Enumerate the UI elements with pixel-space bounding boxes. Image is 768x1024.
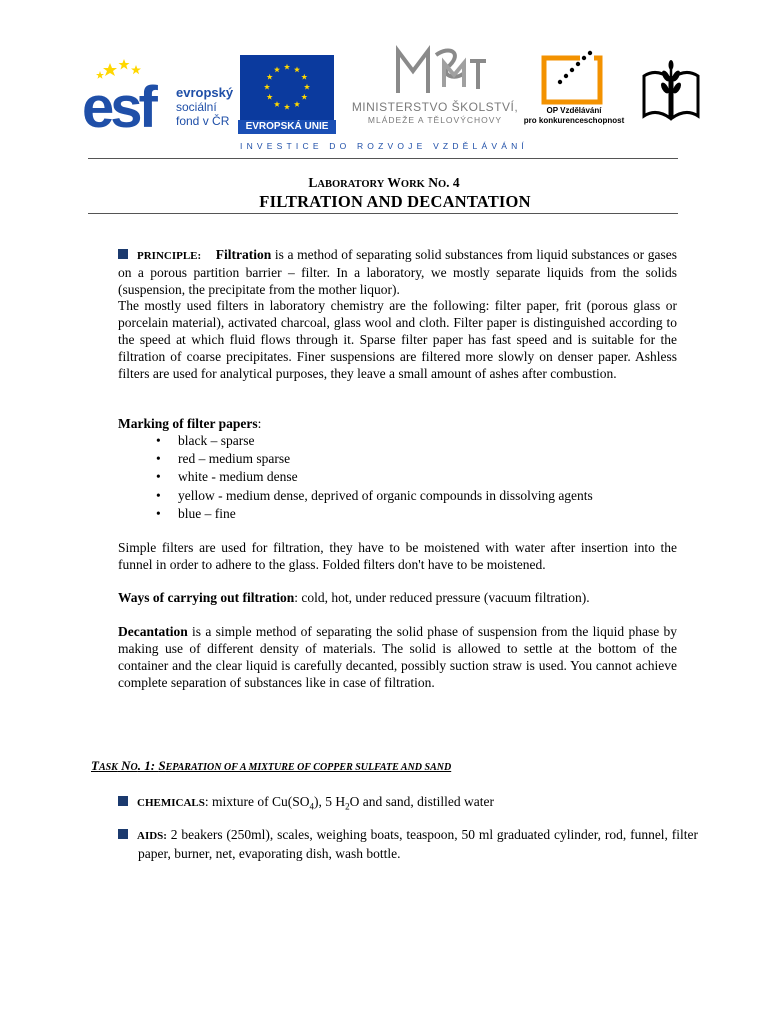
eu-caption: EVROPSKÁ UNIE [238,120,336,134]
esf-logo [80,55,240,133]
svg-text:evropský: evropský [176,85,234,100]
esf-mark-text: esf [82,75,154,133]
title-divider [88,213,678,214]
eu-star-icon [267,94,273,100]
investice-tagline: INVESTICE DO ROZVOJE VZDĚLÁVÁNÍ [240,141,528,151]
eu-star-icon [264,84,270,90]
lab-work-heading: LABORATORY WORK NO. 4 [308,175,460,190]
eu-star-icon [274,66,280,72]
svg-text:sociální: sociální [176,100,217,114]
chemicals-line: CHEMICALS: mixture of $Cu(SO_4)$, 5 $H_2O$ and sand, distilled water [118,793,678,816]
principle-text: is a method of separating solid substances from liquid substances or gases on a porous partition barrier – filter. In a laboratory, we mostly separate liquids from the solids (suspension, the precipitate from the mother liquor). [118,247,677,297]
square-bullet-icon [118,249,128,259]
aids-tag: AIDS: [137,830,167,842]
principle-tag: PRINCIPLE: [137,250,202,262]
svg-text:OP Vzdělávání: OP Vzdělávání [546,106,602,115]
eu-star-icon [267,74,273,80]
decantation-paragraph: Decantation is a simple method of separating the solid phase of suspension from the liquid phase by making use of different density of materials. The solid is allowed to settle at the bottom of the container and the clear liquid is carefully decanted, possibly suction straw is used. You cannot achieve complete separation of substances like in case of filtration. [118,624,677,690]
ways-paragraph: Ways of carrying out filtration: cold, hot, under reduced pressure (vacuum filtration). [118,590,590,605]
eu-star-icon [304,84,310,90]
square-bullet-icon [118,796,128,806]
book-wheat-logo [640,60,702,124]
list-item: • black – sparse [152,432,692,450]
op-vzdelavani-logo [520,50,630,130]
eu-star-icon [301,94,307,100]
eu-star-icon [301,74,307,80]
filters-paragraph: The mostly used filters in laboratory chemistry are the following: filter paper, frit (porous glass or porcelain material), activated charcoal, glass wool and cloth. Filter paper is distinguished according to the speed at which fluid flows through it. Sparse filter paper has fast speed and is suitable for the filtration of coarse precipitates. Finer suspensions are filtered more slowly on denser paper. Ashless filters are used for analytical purposes, they leave a small amount of ashes after combustion. [118,298,677,381]
list-item: • yellow - medium dense, deprived of organic compounds in dissolving agents [152,487,692,505]
eu-star-icon [284,64,290,70]
eu-flag-logo [240,55,334,120]
svg-text:fond v ČR: fond v ČR [176,114,230,128]
filtration-keyword: Filtration [215,247,272,262]
simple-filters-paragraph: Simple filters are used for filtration, they have to be moistened with water after insertion into the funnel in order to adhere to the glass. Folded filters don't have to be moistened. [118,540,677,572]
list-item: • white - medium dense [152,468,692,486]
svg-text:MINISTERSTVO ŠKOLSTVÍ,: MINISTERSTVO ŠKOLSTVÍ, [351,100,519,114]
task-heading: TASK NO. 1: SEPARATION OF A MIXTURE OF COPPER SULFATE AND SAND [91,758,452,773]
principle-paragraph [118,247,677,299]
decantation-keyword: Decantation [118,624,188,639]
eu-star-icon [274,101,280,107]
page-title: FILTRATION AND DECANTATION [259,192,531,211]
square-bullet-icon [118,829,128,839]
marking-list [152,432,692,523]
eu-star-icon [294,66,300,72]
aids-paragraph: AIDS: 2 beakers (250ml), scales, weighing boats, teaspoon, 50 ml graduated cylinder, rod, funnel, filter paper, burner, net, evaporating dish, wash bottle. [118,826,698,862]
eu-star-icon [284,104,290,110]
eu-star-icon [294,101,300,107]
svg-text:pro konkurenceschopnost: pro konkurenceschopnost [523,116,625,125]
list-item: • blue – fine [152,505,692,523]
svg-text:MLÁDEŽE A TĚLOVÝCHOVY: MLÁDEŽE A TĚLOVÝCHOVY [367,115,503,125]
chemicals-tag: CHEMICALS [137,797,205,809]
list-item: • red – medium sparse [152,450,692,468]
msmt-logo [350,45,520,135]
header-divider [88,158,678,159]
marking-heading: Marking of filter papers: [118,416,262,431]
